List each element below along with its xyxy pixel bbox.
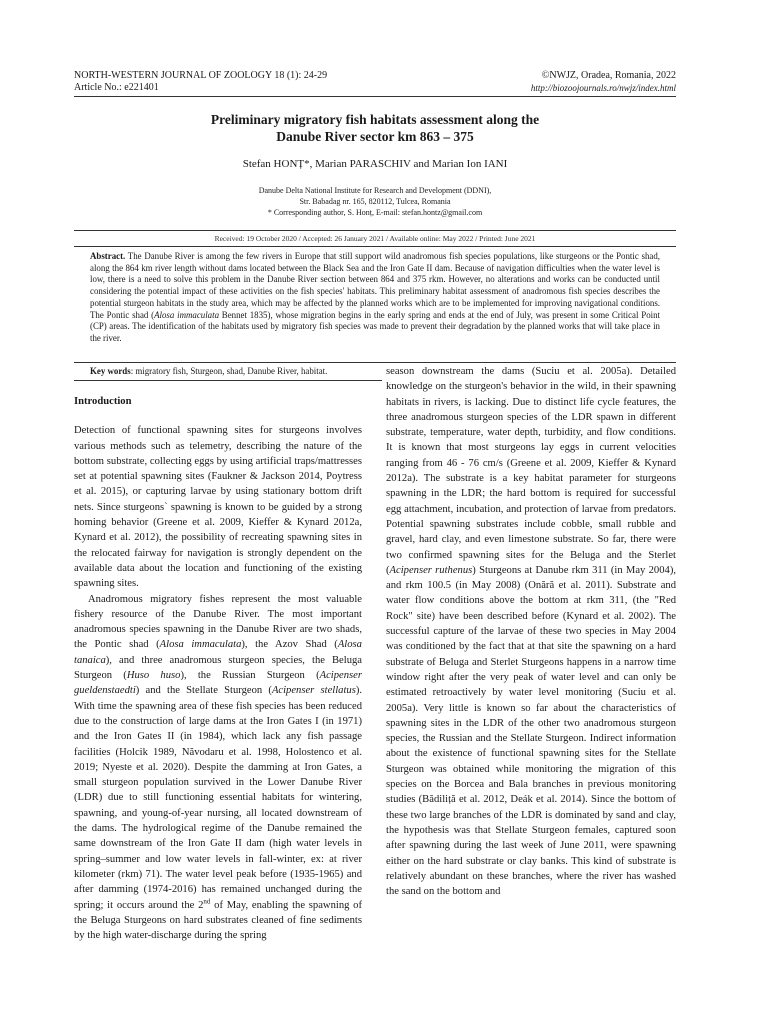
article-number: Article No.: e221401	[74, 82, 159, 93]
species-beluga: Huso huso	[126, 670, 181, 682]
authors: Stefan HONȚ*, Marian PARASCHIV and Marian Ion IANI	[242, 158, 508, 170]
column-left	[74, 394, 362, 943]
header-divider	[74, 96, 676, 97]
affiliation	[74, 185, 676, 218]
header-right	[531, 70, 676, 94]
dates-divider-bottom	[74, 246, 676, 247]
p2-text-d: ), the Russian Sturgeon (	[180, 670, 320, 682]
paper-title	[74, 111, 676, 145]
publication-dates: Received: 19 October 2020 / Accepted: 26 January 2021 / Available online: May 2022 / Printed: June 2021	[214, 234, 536, 243]
abstract	[90, 251, 660, 345]
corresponding-author: * Corresponding author, S. Honț, E-mail: stefan.hontz@gmail.com	[267, 208, 483, 217]
journal-url[interactable]: http://biozoojournals.ro/nwjz/index.html	[530, 83, 676, 93]
col2-text-a: season downstream the dams (Suciu et al. 2005a). Detailed knowledge on the sturgeon's behavior in the wild, in their spawning habitats in rivers, is lacking. Due to distinct life cycle features, the three anadromous sturgeon species of the LDR spawn in different substrate, temperature, water depth, turbidity, and flow conditions. It is known that most sturgeons lay eggs in current velocities ranging from 46 - 76 cm/s (Greene et al. 2009, Kieffer & Kynard 2012a). The substrate is a key habitat parameter for sturgeons spawning in the LDR; the hard bottom is required for successful egg attachment, incubation, and protection of larvae from predators. Potential spawning substrates include cobble, small rubble and gravel, hard clay, and even limestone substrate. So far, there were two confirmed spawning sites for the Beluga and the Sterlet (	[386, 366, 676, 576]
copyright: ©NWJZ, Oradea, Romania, 2022	[541, 70, 676, 81]
species-sterlet: Acipenser ruthenus	[389, 564, 473, 576]
affiliation-line-1: Danube Delta National Institute for Research and Development (DDNI),	[258, 186, 492, 195]
header-left	[74, 70, 327, 94]
title-line-1: Preliminary migratory fish habitats assessment along the	[210, 112, 540, 127]
col2-text-b: ) Sturgeons at Danube rkm 311 (in May 2004), and rkm 100.5 (in May 2008) (Onără et al. 2011). Substrate and water flow conditions above the bottom at rkm 311, (the "Red Rock" site) have been described before (Kynard et al. 2002). The successful capture of the larvae of these two species in May 2004 was conditioned by the fact that at that site the spawning on a hard substrate of Beluga and Sterlet Sturgeons happens in a narrow time window right after the very peak of water level and can only be estimated retroactively by water level monitoring (Suciu et al. 2005a). Very little is known so far about the characteristics of spawning sites in the LDR of the other two anadromous sturgeon species, the Russian and the Stellate Sturgeon. Indirect information about the existence of functional spawning sites for the Stellate Sturgeon was obtained while monitoring the migration of this species on the Borcea and Bala branches in previous monitoring studies (Bădiliță et al. 2012, Deák et al. 2014). Since the bottom of these two large branches of the LDR is dominated by sand and clay, the hypothesis was that Stellate Sturgeon females, captured soon after spawning during the last week of June 2011, were spawning either on the hard substrate or clay banks. This kind of substrate is relatively abundant on these branches, where the river has washed the sand on the bottom and	[386, 564, 676, 898]
abstract-text-2: Bennet 1835), whose migration begins in the early spring and ends at the end of July, was present in some Critical Point (CP) areas. The identification of the habitats used by migratory fish species was made to prevent their degradation by the planned works that will take place in the river.	[90, 309, 660, 343]
keywords-divider-top	[74, 362, 676, 363]
p2-text-b: ), the Azov Shad (	[241, 639, 338, 651]
right-paragraph	[386, 364, 676, 899]
keywords-text: : migratory fish, Sturgeon, shad, Danube River, habitat.	[130, 366, 328, 376]
title-line-2: Danube River sector km 863 – 375	[276, 129, 474, 144]
species-pontic-shad: Alosa immaculata	[159, 639, 242, 651]
species-stellate-sturgeon: Acipenser stellatus	[271, 685, 356, 697]
superscript-nd: nd	[203, 896, 211, 905]
affiliation-line-2: Str. Babadag nr. 165, 820112, Tulcea, Romania	[299, 197, 451, 206]
abstract-species: Alosa immaculata	[154, 309, 220, 320]
journal-name: NORTH-WESTERN JOURNAL OF ZOOLOGY 18 (1): 24-29	[74, 70, 328, 81]
intro-paragraph-1: Detection of functional spawning sites for sturgeons involves various methods such as telemetry, describing the nature of the bottom substrate, collecting eggs by using artificial traps/mattresses set at potential spawning sites (Faukner & Jackson 2014, Poytress et al. 2015), or capturing larvae by using stationary bottom drift nets. Since sturgeons` spawning is known to be guided by a strong homing behavior (Greene et al. 2009, Kieffer & Kynard 2012a, Kynard et al. 2012), the possibility of recreating spawning sites in the relocated fairway for navigation is strongly dependent on the available data about the location and functioning of the existing spawning sites.	[74, 425, 362, 590]
species-azov-shad: Alosa tanaica	[74, 639, 362, 666]
intro-paragraph-2	[74, 592, 362, 944]
species-russian-sturgeon: Acipenser gueldenstaedti	[74, 670, 362, 697]
p2-text-g: of May, enabling the spawning of the Beluga Sturgeons on hard substrates cleaned of fine sediments by the high water-discharge during the spring	[74, 899, 362, 942]
p2-text-f: ). With time the spawning area of these fish species has been reduced due to the construction of large dams at the Iron Gates I (in 1971) and the Iron Gates II (in 1984), which lack any fish passage facilities (Holcik 1989, Năvodaru et al. 1998, Holostenco et al. 2019; Nyeste et al. 2020). Despite the damming at Iron Gates, a small sturgeon population survived in the Lower Danube River (LDR) due to still functioning essential habitats for wintering, spawning, and young-of-year nursing, all located downstream of the dams. The hydrological regime of the Danube remained the same downstream of the Iron Gate II dam (high water levels in spring–summer and low water levels in fall-winter, ex: at river kilometer (rkm) 71). The water level peak before (1935-1965) and after damming (1974-2016) has remained unchanged during the spring; it occurs around the 2	[74, 685, 362, 911]
p2-text-e: ) and the Stellate Sturgeon (	[135, 685, 272, 697]
p2-text-c: ), and three anadromous sturgeon species, the Beluga Sturgeon (	[74, 654, 362, 682]
abstract-text: The Danube River is among the few rivers in Europe that still support wild anadromous fish species populations, like sturgeons or the Pontic shad, along the 864 km river length without dams located between the Black Sea and the Iron Gate II dam. Because of navigation difficulties when the water level is low, there is a need to solve this problem in the Danube River section between 864 and 375 rkm. However, no alterations and works can be conducted until considering the potential impact of these activities on the fish species' habitats. This preliminary habitat assessment of anadromous fish species describes the potential sturgeon habitats in the study area, which may be affected by the planned works which are to be implemented for improving navigational conditions. The Pontic shad (	[90, 251, 660, 320]
p2-text-a: Anadromous migratory fishes represent the most valuable fishery resource of the Danube River. The most important anadromous species spawning in the Danube River are two shads, the Pontic shad (	[74, 593, 362, 651]
keywords-label: Key words	[90, 366, 131, 376]
abstract-label: Abstract.	[90, 251, 126, 261]
keywords-divider-bottom	[74, 380, 382, 381]
column-right	[386, 364, 676, 899]
dates-divider-top	[74, 230, 676, 231]
section-heading-introduction: Introduction	[74, 396, 132, 407]
